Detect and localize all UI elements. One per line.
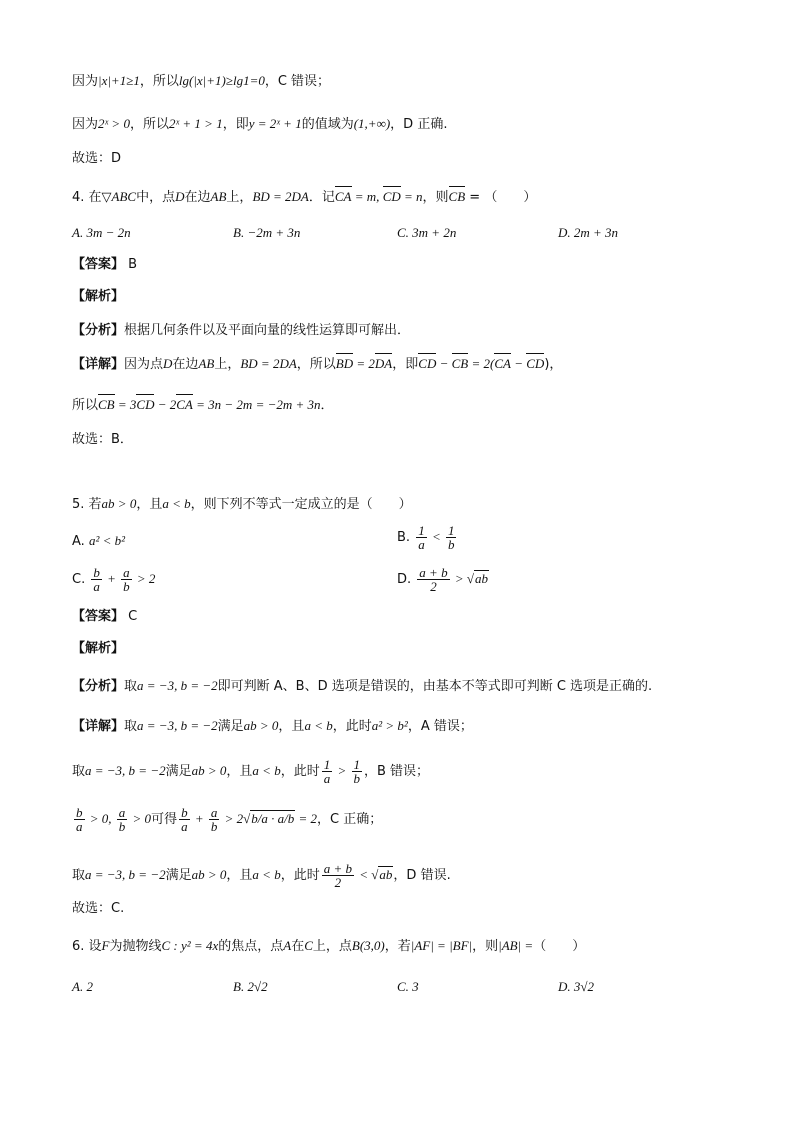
fenxi-line — [72, 322, 410, 340]
option-c: C. 3 — [397, 979, 419, 994]
option-c: C. 3m + 2n — [397, 225, 457, 240]
math-expr: a² > b² — [371, 718, 408, 733]
choose-line-d: 故选：D — [72, 151, 122, 166]
text: ，则 — [422, 190, 449, 205]
text: 取 — [124, 719, 138, 734]
fraction — [416, 524, 427, 551]
fraction — [322, 758, 333, 785]
math-expr: 2ˣ + 1 > 1 — [168, 116, 223, 131]
math-expr: > 0 — [129, 811, 152, 826]
denominator: a — [323, 771, 331, 786]
text: B. — [397, 530, 411, 545]
answer-value: C — [128, 609, 138, 624]
math-expr: AB — [210, 189, 227, 204]
text: 取 — [72, 868, 86, 883]
numerator: b — [76, 805, 83, 820]
text: C. — [72, 572, 86, 587]
text: 6. 设 — [72, 939, 102, 954]
fraction — [352, 758, 363, 785]
text: 的值域为 — [301, 117, 354, 132]
text: ，则 — [472, 939, 499, 954]
answer-line — [72, 608, 137, 626]
math-expr: B(3,0) — [351, 938, 385, 953]
math-expr: lg(|x|+1)≥lg1=0 — [178, 73, 265, 88]
text: ，若 — [384, 939, 411, 954]
fraction — [121, 566, 132, 593]
text: ，此时 — [332, 719, 372, 734]
text: 【分析】 — [72, 323, 125, 338]
vector: CD — [418, 356, 437, 371]
text: ，C 正确； — [317, 812, 383, 827]
math-expr: |x|+1≥1 — [98, 73, 140, 88]
math-expr: a < b — [162, 496, 191, 511]
text: ，此时 — [280, 764, 320, 779]
option-a — [72, 532, 125, 551]
so-line — [72, 396, 334, 415]
math-expr: a < b — [252, 867, 281, 882]
math-expr: = 3n − 2m = −2m + 3n — [192, 397, 321, 412]
denominator: a — [181, 819, 188, 834]
text: 【解析】 — [72, 289, 125, 304]
detail-line-d — [72, 862, 451, 889]
text: 取 — [124, 679, 138, 694]
text: （ ） — [533, 939, 586, 954]
vector: CA — [494, 356, 511, 371]
text: ，则下列不等式一定成立的是（ ） — [190, 497, 412, 512]
fraction — [91, 566, 102, 593]
fenxi-line — [72, 677, 652, 696]
math-expr: F — [101, 938, 110, 953]
fraction — [209, 806, 220, 833]
text: ，D 正确. — [390, 117, 448, 132]
answer-line — [72, 256, 137, 274]
option-b: B. 2√2 — [233, 979, 268, 994]
denominator: b — [447, 537, 455, 552]
text: 取 — [72, 764, 86, 779]
vector: CB — [448, 189, 466, 204]
text: 5. 若 — [72, 497, 102, 512]
math-expr: ab > 0 — [191, 867, 227, 882]
math-expr: > 0, — [86, 811, 115, 826]
detail-line — [72, 355, 562, 374]
numerator: a + b — [323, 861, 352, 876]
text: ，所以 — [129, 117, 169, 132]
text: 在 — [291, 939, 305, 954]
detail-line-a — [72, 717, 473, 736]
denominator: b — [123, 579, 130, 594]
text: ．记 — [308, 190, 335, 205]
text: ，A 错误； — [407, 719, 473, 734]
text: 上，点 — [312, 939, 352, 954]
denominator: a — [93, 579, 100, 594]
analysis-tag — [72, 288, 124, 306]
text: 因为点 — [124, 357, 164, 372]
denominator: 2 — [430, 579, 437, 594]
detail-line-c — [72, 806, 382, 833]
vector: BD — [335, 356, 354, 371]
text: ，且 — [136, 497, 163, 512]
fraction — [74, 806, 85, 833]
vector: CB — [98, 397, 115, 412]
text: A. — [72, 534, 85, 549]
numerator: 1 — [353, 757, 360, 772]
option-d — [397, 566, 489, 593]
text: 所以 — [72, 398, 99, 413]
math-expr: a² < b² — [88, 533, 126, 548]
text: ，且 — [226, 868, 253, 883]
math-expr: a = −3, b = −2 — [137, 718, 218, 733]
text: )， — [544, 357, 563, 372]
text: ，且 — [226, 764, 253, 779]
text: ，所以 — [139, 74, 179, 89]
choose-line-b: 故选：B． — [72, 432, 133, 447]
text: ，D 错误. — [393, 868, 451, 883]
denominator: a — [418, 537, 425, 552]
text: 为抛物线 — [109, 939, 162, 954]
vector: CB — [451, 356, 469, 371]
numerator: b — [93, 565, 100, 580]
math-expr: > √ — [451, 571, 474, 586]
text: 的焦点，点 — [218, 939, 284, 954]
math-expr: AB — [198, 356, 215, 371]
text: 【解析】 — [72, 641, 125, 656]
math-expr: ab > 0 — [191, 763, 227, 778]
text: 上， — [226, 190, 253, 205]
text: D. — [397, 572, 412, 587]
text: 满足 — [165, 764, 192, 779]
vector: CA — [334, 189, 352, 204]
text: 上， — [214, 357, 241, 372]
math-expr: (1,+∞) — [353, 116, 391, 131]
math-expr: C — [304, 938, 313, 953]
math-expr: a = −3, b = −2 — [85, 763, 166, 778]
numerator: a + b — [419, 565, 448, 580]
math-expr: = n — [400, 189, 423, 204]
text: 【分析】 — [72, 679, 125, 694]
math-expr: ▽ABC — [101, 189, 137, 204]
denominator: 2 — [334, 875, 342, 890]
math-expr: a = −3, b = −2 — [137, 678, 218, 693]
numerator: a — [118, 805, 126, 820]
numerator: a — [123, 565, 130, 580]
text: 【详解】 — [72, 357, 125, 372]
text: ． — [320, 398, 334, 413]
denominator: b — [118, 819, 126, 834]
answer-value: B — [128, 257, 138, 272]
math-expr: < √ — [356, 867, 379, 882]
text: 中，点 — [136, 190, 176, 205]
text: 4. 在 — [72, 190, 102, 205]
math-expr: = 2 — [353, 356, 375, 371]
question-6-stem — [72, 937, 585, 956]
denominator: a — [76, 819, 83, 834]
text: 满足 — [165, 868, 192, 883]
choose-line-c: 故选：C. — [72, 901, 125, 916]
math-expr: < — [428, 529, 444, 544]
math-expr: |AB| = — [498, 938, 534, 953]
analysis-tag — [72, 640, 124, 658]
numerator: b — [181, 805, 188, 820]
radicand: ab — [379, 867, 393, 882]
math-expr: a = −3, b = −2 — [85, 867, 166, 882]
fraction — [117, 806, 128, 833]
text: ，C 错误； — [264, 74, 331, 89]
numerator: 1 — [418, 523, 425, 538]
text: ，即 — [392, 357, 419, 372]
option-d: D. 2m + 3n — [558, 225, 619, 240]
math-expr: = 2 — [295, 811, 318, 826]
fraction — [417, 566, 449, 593]
math-expr: + — [191, 811, 207, 826]
option-b — [397, 524, 458, 551]
vector: DA — [374, 356, 393, 371]
text: ，所以 — [296, 357, 336, 372]
math-expr: ab > 0 — [243, 718, 279, 733]
math-expr: > 2√ — [221, 811, 251, 826]
math-expr: C : y² = 4x — [161, 938, 219, 953]
fraction — [179, 806, 190, 833]
fraction — [446, 524, 457, 551]
text: = （ ） — [465, 190, 537, 205]
option-a: A. 3m − 2n — [72, 225, 131, 240]
math-expr: D — [175, 189, 185, 204]
text: 因为 — [72, 74, 99, 89]
math-expr: ab > 0 — [101, 496, 137, 511]
text: 满足 — [217, 719, 244, 734]
vector: CD — [136, 397, 155, 412]
denominator: b — [210, 819, 218, 834]
math-expr: D — [163, 356, 173, 371]
vector: CD — [382, 189, 401, 204]
text: 即可判断 A、B、D 选项是错误的，由基本不等式即可判断 C 选项是正确的. — [217, 679, 653, 694]
detail-line-b — [72, 758, 429, 785]
solution-line-c — [72, 72, 330, 91]
math-expr: > — [334, 763, 350, 778]
math-expr: A — [283, 938, 292, 953]
answer-tag: 【答案】 — [72, 257, 125, 272]
text: ，B 错误； — [364, 764, 430, 779]
option-d: D. 3√2 — [558, 979, 595, 994]
text: ，此时 — [280, 868, 320, 883]
radicand: b/a · a/b — [251, 811, 295, 826]
option-b: B. −2m + 3n — [233, 225, 301, 240]
vector: CA — [176, 397, 193, 412]
denominator: b — [353, 771, 360, 786]
math-expr: = 3 — [114, 397, 137, 412]
math-expr: − — [436, 356, 452, 371]
question-4-stem — [72, 188, 536, 207]
question-5-stem — [72, 495, 412, 514]
answer-tag: 【答案】 — [72, 609, 125, 624]
math-expr: + — [103, 571, 120, 586]
numerator: 1 — [447, 523, 455, 538]
math-expr: BD = 2DA — [252, 189, 309, 204]
math-expr: y = 2ˣ + 1 — [248, 116, 302, 131]
text: ，且 — [278, 719, 305, 734]
text: 【详解】 — [72, 719, 125, 734]
math-expr: |AF| = |BF| — [410, 938, 473, 953]
math-expr: a < b — [252, 763, 281, 778]
math-expr: − — [510, 356, 527, 371]
math-expr: − 2 — [154, 397, 177, 412]
text: 在边 — [172, 357, 199, 372]
math-expr: > 2 — [133, 571, 156, 586]
solution-line-d — [72, 115, 447, 134]
option-c — [72, 566, 155, 593]
radicand: ab — [475, 571, 488, 586]
math-expr: = 2( — [468, 356, 495, 371]
numerator: a — [210, 805, 218, 820]
vector: CD — [526, 356, 545, 371]
text: 可得 — [151, 812, 178, 827]
math-expr: BD = 2DA — [240, 356, 297, 371]
option-a: A. 2 — [72, 979, 93, 994]
fraction — [322, 862, 354, 889]
math-expr: 2ˣ > 0 — [98, 116, 130, 131]
text: ，即 — [222, 117, 249, 132]
numerator: 1 — [323, 757, 331, 772]
math-expr: = m, — [351, 189, 383, 204]
math-expr: a < b — [304, 718, 333, 733]
text: 根据几何条件以及平面向量的线性运算即可解出． — [124, 323, 411, 338]
text: 因为 — [72, 117, 99, 132]
text: 在边 — [184, 190, 211, 205]
